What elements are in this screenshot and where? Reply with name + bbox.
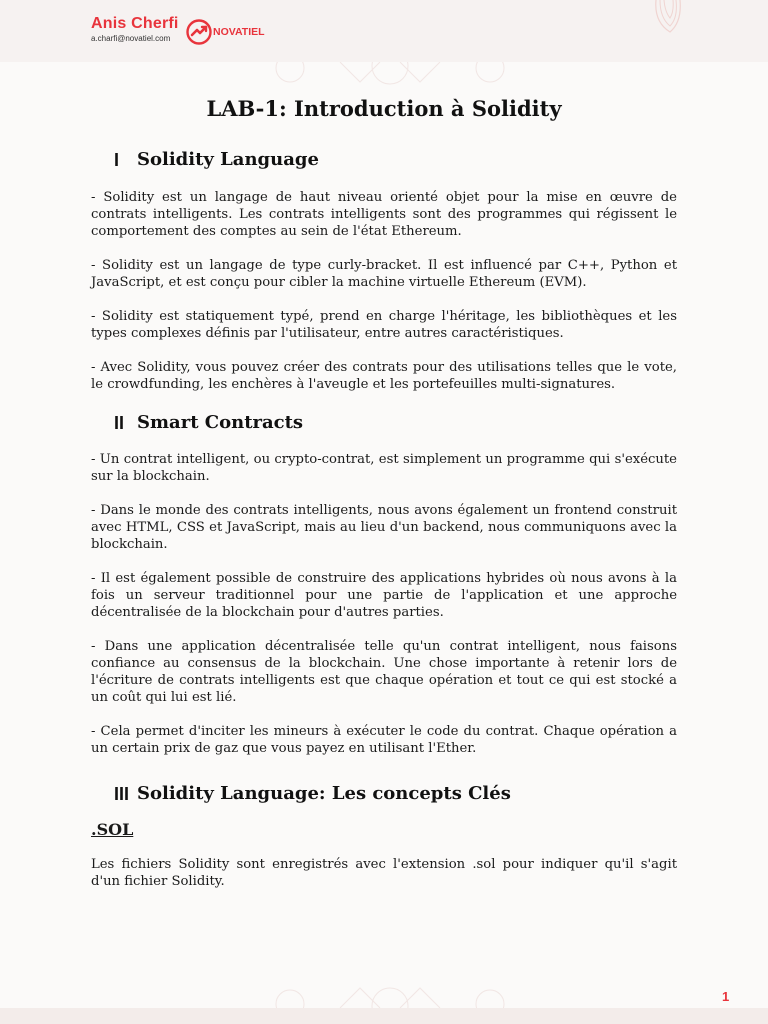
- logo-text: NOVATIEL: [213, 26, 265, 38]
- novatiel-logo-icon: [186, 19, 212, 45]
- section-title: Solidity Language: [137, 149, 319, 170]
- section-heading: [91, 782, 677, 806]
- paragraph: Les fichiers Solidity sont enregistrés avec l'extension .sol pour indiquer qu'il s'agit d'un fichier Solidity.: [91, 857, 677, 889]
- author-name: Anis Cherfi: [91, 15, 179, 32]
- section-solidity-language: [91, 148, 677, 393]
- section-numeral: I: [114, 150, 120, 170]
- paragraph: - Solidity est un langage de type curly-bracket. Il est influencé par C++, Python et JavaScript, et est conçu pour cibler la machine virtuelle Ethereum (EVM).: [91, 258, 677, 290]
- section-numeral: II: [114, 413, 125, 433]
- section-heading: [91, 411, 677, 435]
- page-number: 1: [722, 989, 730, 1004]
- paragraph: - Il est également possible de construire des applications hybrides où nous avons à la fois un serveur traditionnel pour une partie de l'application et une approche décentralisée de la blockchain pour d'autres parties.: [91, 571, 677, 620]
- document-title: LAB-1: Introduction à Solidity: [206, 96, 562, 121]
- section-key-concepts: [91, 782, 677, 890]
- footer-watermark-pattern: [230, 984, 550, 1008]
- author-email: a.charfi@novatiel.com: [91, 34, 171, 43]
- paragraph: - Dans une application décentralisée telle qu'un contrat intelligent, nous faisons confiance au consensus de la blockchain. Une chose importante à retenir lors de l'écriture de contrats intelligents est que chaque opération et tout ce qui est stocké a un coût qui lui est lié.: [91, 639, 677, 705]
- company-logo: [186, 18, 265, 46]
- header-watermark-pattern: [230, 62, 550, 86]
- section-title: Smart Contracts: [137, 412, 304, 433]
- document-body: [91, 95, 677, 890]
- paragraph: - Solidity est statiquement typé, prend en charge l'héritage, les bibliothèques et les types complexes définis par l'utilisateur, entre autres caractéristiques.: [91, 309, 677, 341]
- paragraph: - Cela permet d'inciter les mineurs à exécuter le code du contrat. Chaque opération a un certain prix de gaz que vous payez en utilisant l'Ether.: [91, 724, 677, 756]
- paragraph: - Avec Solidity, vous pouvez créer des contrats pour des utilisations telles que le vote, le crowdfunding, les enchères à l'aveugle et les portefeuilles multi-signatures.: [91, 360, 677, 392]
- paragraph: - Solidity est un langage de haut niveau orienté objet pour la mise en œuvre de contrats intelligents. Les contrats intelligents sont des programmes qui régissent le comportement des comptes au sein de l'état Ethereum.: [91, 190, 677, 239]
- footer-band: [0, 1008, 768, 1024]
- paragraph: - Un contrat intelligent, ou crypto-contrat, est simplement un programme qui s'exécute sur la blockchain.: [91, 452, 677, 484]
- section-smart-contracts: [91, 411, 677, 757]
- section-numeral: III: [114, 784, 130, 804]
- section-title: Solidity Language: Les concepts Clés: [137, 783, 511, 804]
- subheading-sol: .SOL: [91, 820, 134, 839]
- decorative-leaf-icon: [648, 0, 688, 34]
- page-header: [0, 0, 768, 62]
- paragraph: - Dans le monde des contrats intelligents, nous avons également un frontend construit avec HTML, CSS et JavaScript, mais au lieu d'un backend, nous communiquons avec la blockchain.: [91, 503, 677, 552]
- section-heading: [91, 148, 677, 172]
